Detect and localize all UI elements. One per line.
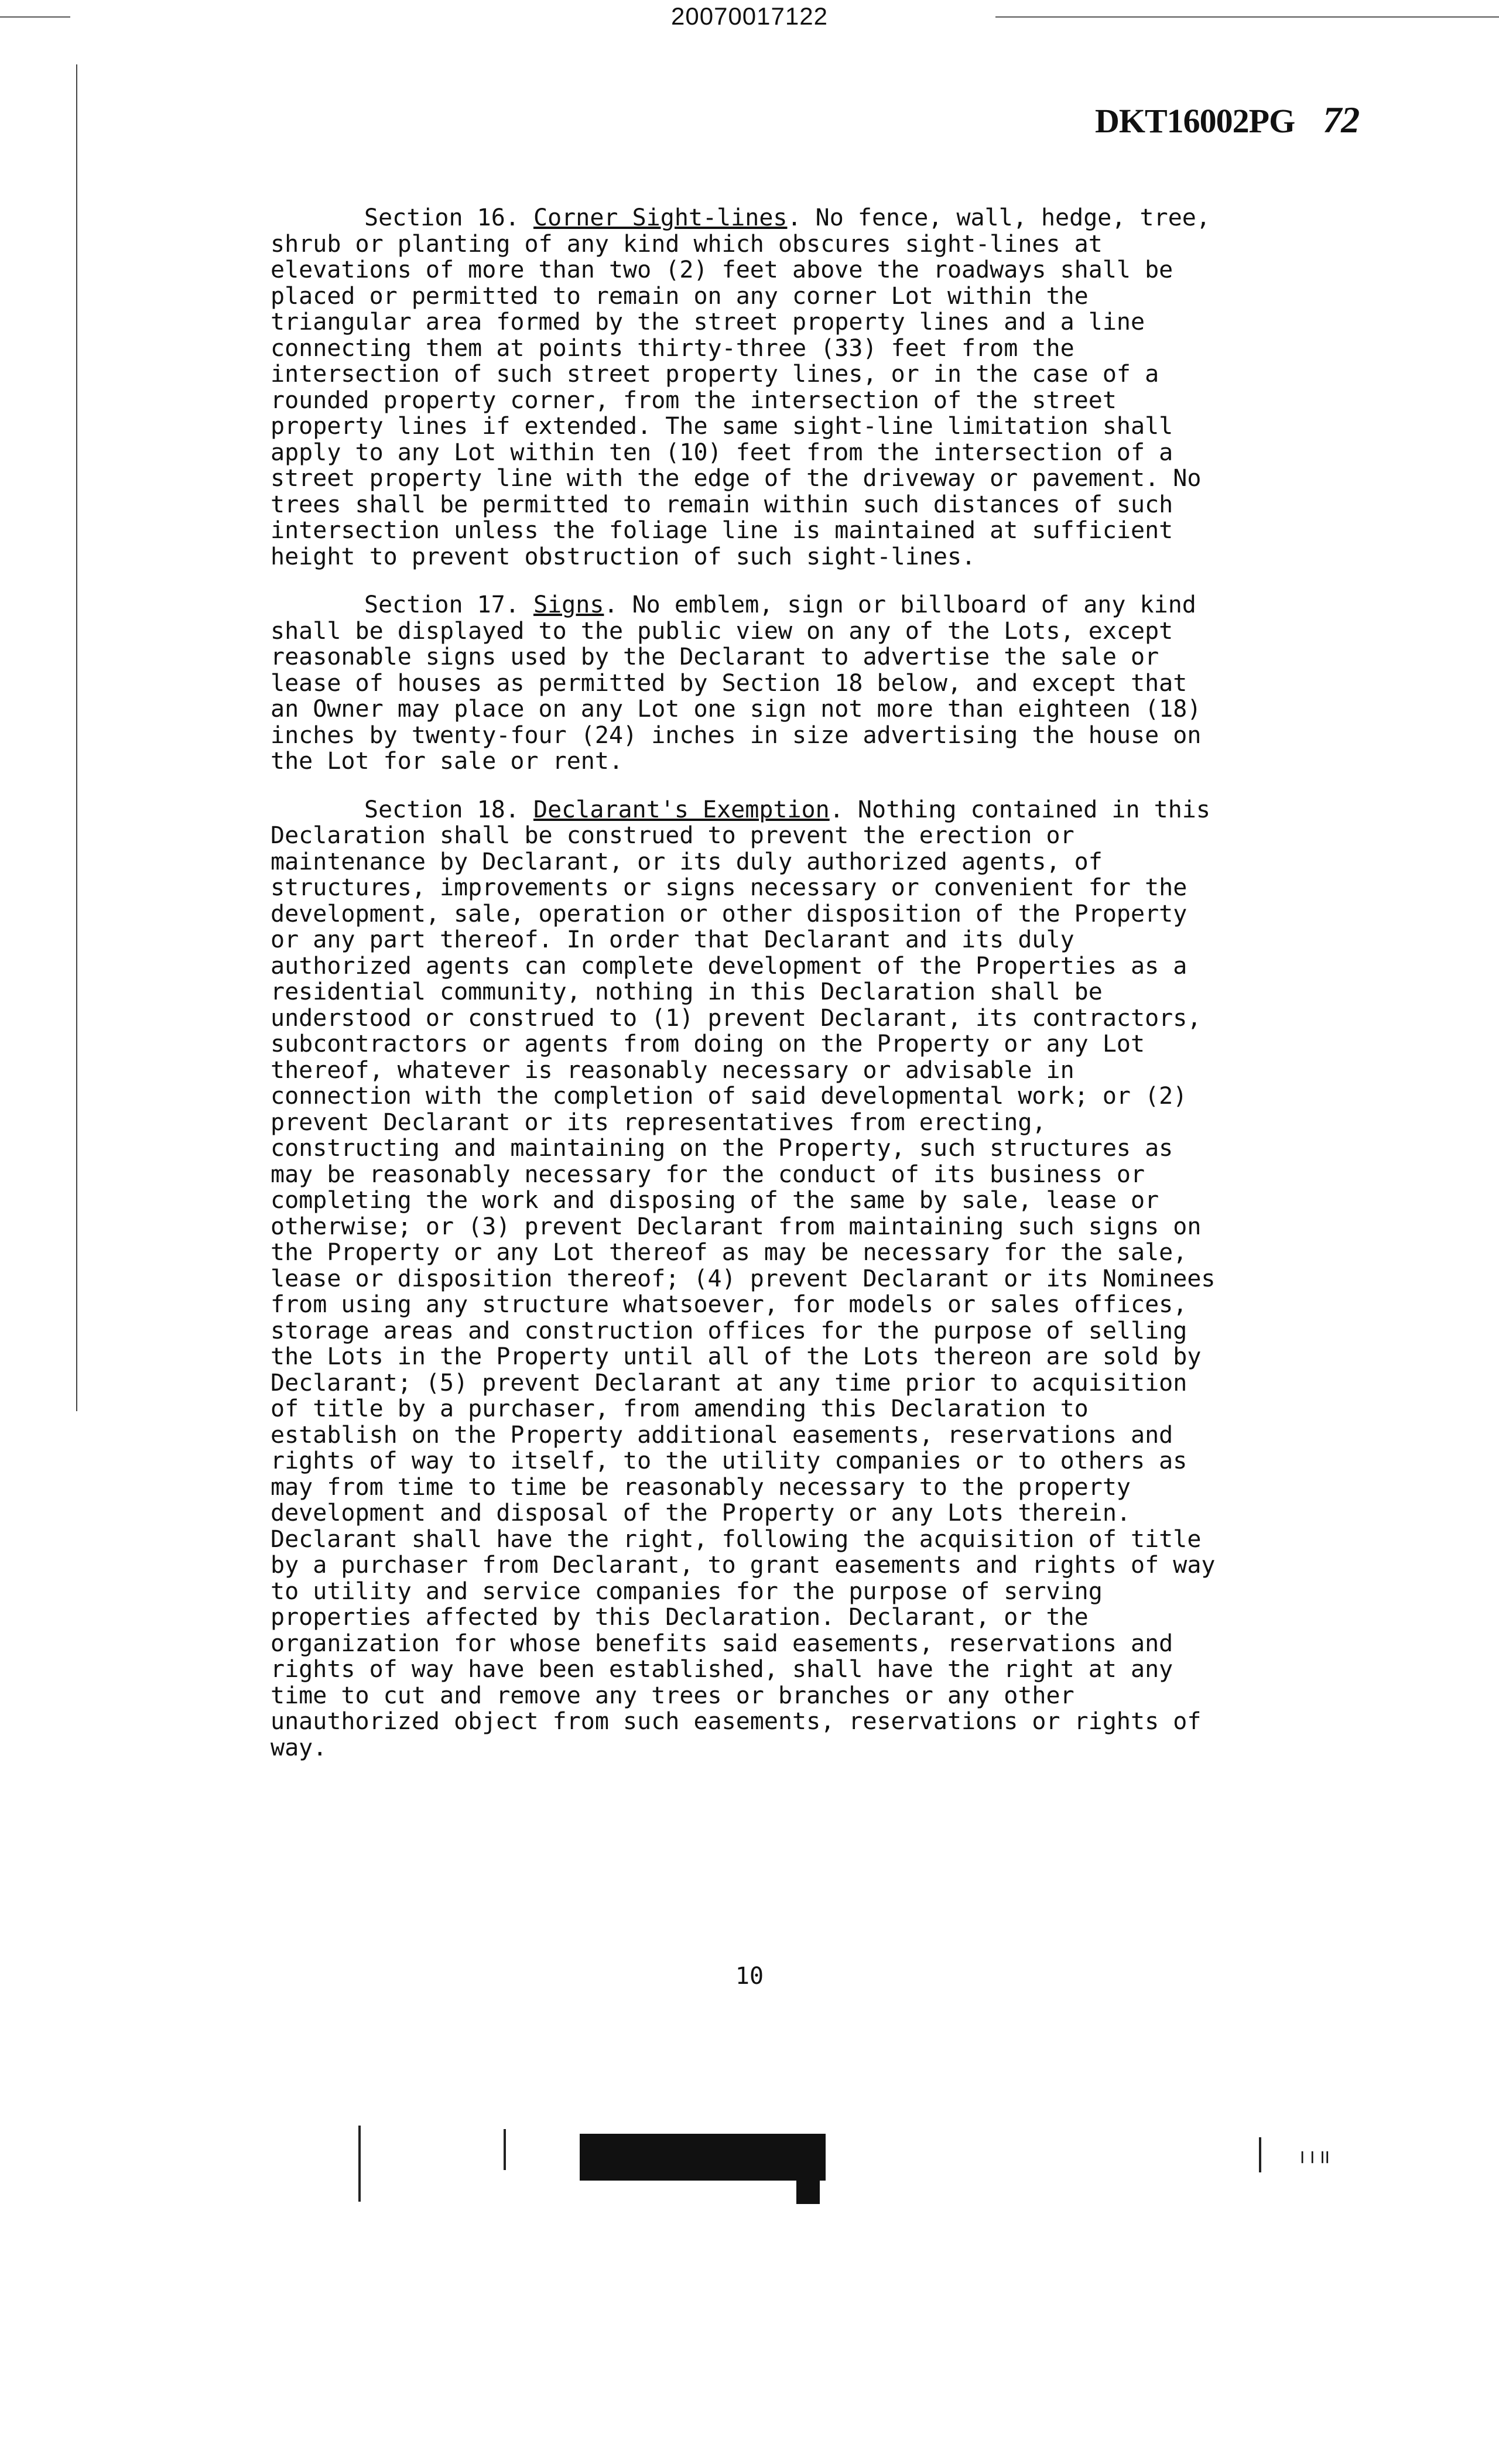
section-text: . No emblem, sign or billboard of any kind shall be displayed to the public view on any of the Lots, except reasonable signs used by the Declarant to advertise the sale or lease of houses as permitted by Section 18 below, and except that an Owner may place on any Lot one sign not more than eighteen (18) inches by twenty-four (24) inches in size advertising the house on the Lot for sale or rent.: [271, 591, 1202, 775]
section-text: . Nothing contained in this Declaration shall be construed to prevent the erection or maintenance by Declarant, or its duly authorized agents, of structures, improvements or signs necessary or convenient for the development, sale, operation or other disposition of the Property or any part thereof. In order that Declarant and its duly authorized agents can complete development of the Properties as a residential community, nothing in this Declaration shall be understood or construed to (1) prevent Declarant, its contractors, subcontractors or agents from doing on the Property or any Lot thereof, whatever is reasonably necessary or advisable in connection with the completion of said developmental work; or (2) prevent Declarant or its representatives from erecting, constructing and maintaining on the Property, such structures as may be reasonably necessary for the conduct of its business or completing the work and disposing of the same by sale, lease or otherwise; or (3) prevent Declarant from maintaining such signs on the Property or any Lot thereof as may be necessary for the sale, lease or disposition thereof; (4) prevent Declarant or its Nominees from using any structure whatsoever, for models or sales offices, storage areas and construction offices for the purpose of selling the Lots in the Property until all of the Lots thereon are sold by Declarant; (5) prevent Declarant at any time prior to acquisition of title by a purchaser, from amending this Declaration to establish on the Property additional easements, reservations and rights of way to itself, to the utility companies or to others as may from time to time be reasonably necessary to the property development and disposal of the Property or any Lots therein. Declarant shall have the right, following the acquisition of title by a purchaser from Declarant, to grant easements and rights of way to utility and service companies for the purpose of serving properties affected by this Declaration. Declarant, or the organization for whose benefits said easements, reservations and rights of way have been established, shall have the right at any time to cut and remove any trees or branches or any other unauthorized object from such easements, reservations or rights of way.: [271, 796, 1216, 1761]
section-16: [271, 205, 1219, 570]
scan-bar: [504, 2129, 506, 2170]
section-text: . No fence, wall, hedge, tree, shrub or planting of any kind which obscures sight-lines at elevations of more than two (2) feet above the roadways shall be placed or permitted to remain on any corner Lot within the triangular area formed by the street property lines and a line connecting them at points thirty-three (33) feet from the intersection of such street property lines, or in the case of a rounded property corner, from the intersection of the street property lines if extended. The same sight-line limitation shall apply to any Lot within ten (10) feet from the intersection of a street property line with the edge of the driveway or pavement. No trees shall be permitted to remain within such distances of such intersection unless the foliage line is maintained at sufficient height to prevent obstruction of such sight-lines.: [271, 204, 1210, 570]
section-heading: Corner Sight-lines: [533, 204, 788, 231]
header-rule-left: [0, 16, 70, 18]
page-reference: 72: [1323, 99, 1360, 141]
redaction-mark: [796, 2181, 820, 2204]
section-17: [271, 592, 1219, 775]
section-lead: Section 18.: [364, 796, 519, 823]
section-18: [271, 797, 1219, 1761]
section-lead: Section 17.: [364, 591, 519, 618]
redaction-block: [580, 2134, 826, 2181]
page-number: 10: [735, 1963, 764, 1990]
document-number: 20070017122: [671, 2, 828, 30]
book-page-reference: [1095, 98, 1359, 142]
section-lead: Section 16.: [364, 204, 519, 231]
scan-bar: [1259, 2137, 1261, 2172]
document-body: [271, 205, 1219, 1783]
section-heading: Declarant's Exemption: [533, 796, 830, 823]
section-heading: Signs: [533, 591, 604, 618]
header-rule-right: [995, 16, 1499, 18]
margin-scan-marks: [53, 64, 88, 1470]
footer-marks: I I II: [1300, 2148, 1330, 2167]
book-reference: DKT16002PG: [1095, 102, 1295, 140]
scan-bar: [358, 2126, 361, 2202]
